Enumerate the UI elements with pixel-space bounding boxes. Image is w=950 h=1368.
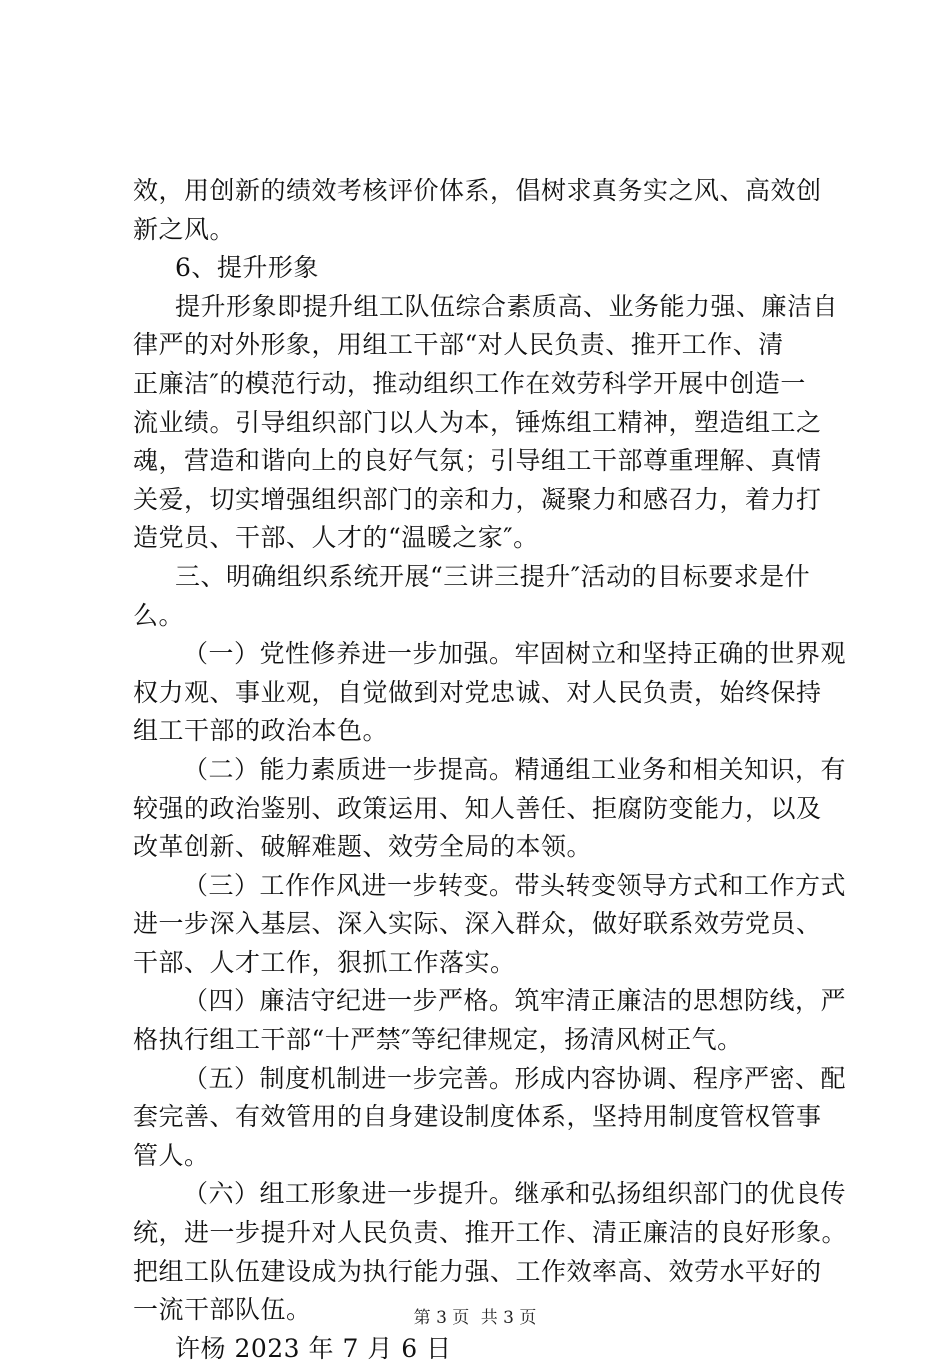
text-line: （一）党性修养进一步加强。牢固树立和坚持正确的世界观 (183, 639, 847, 669)
text-line: 权力观、事业观，自觉做到对党忠诚、对人民负责，始终保持 (133, 677, 822, 707)
text-line: 较强的政治鉴别、政策运用、知人善任、拒腐防变能力，以及 (133, 793, 822, 823)
signature-date: 许杨 2023 年 7 月 6 日 (175, 1333, 452, 1363)
text-line: 组工干部的政治本色。 (133, 716, 389, 746)
text-line: （六）组工形象进一步提升。继承和弘扬组织部门的优良传 (183, 1179, 847, 1209)
text-line: 关爱，切实增强组织部门的亲和力，凝聚力和感召力，着力打 (133, 484, 822, 514)
text-line: 干部、人才工作，狠抓工作落实。 (133, 947, 516, 977)
text-line: 把组工队伍建设成为执行能力强、工作效率高、效劳水平好的 (133, 1256, 822, 1286)
text-line: 统，进一步提升对人民负责、推开工作、清正廉洁的良好形象。 (133, 1218, 848, 1248)
text-line: 套完善、有效管用的自身建设制度体系，坚持用制度管权管事 (133, 1102, 822, 1132)
text-line: （二）能力素质进一步提高。精通组工业务和相关知识，有 (183, 754, 847, 784)
section-heading: 6、提升形象 (175, 253, 319, 283)
text-line: （五）制度机制进一步完善。形成内容协调、程序严密、配 (183, 1063, 847, 1093)
text-line: （四）廉洁守纪进一步严格。筑牢清正廉洁的思想防线，严 (183, 986, 847, 1016)
text-line: （三）工作作风进一步转变。带头转变领导方式和工作方式 (183, 870, 847, 900)
text-line: 正廉洁″的模范行动，推动组织工作在效劳科学开展中创造一 (133, 368, 806, 398)
page-total: 共 3 页 (480, 1308, 537, 1328)
document-body (133, 172, 848, 1368)
text-line: 造党员、干部、人才的“温暖之家″。 (133, 523, 539, 553)
text-line: 一流干部队伍。 (133, 1295, 312, 1325)
page-footer (0, 1303, 950, 1328)
text-line: 改革创新、破解难题、效劳全局的本领。 (133, 832, 593, 862)
text-line: 进一步深入基层、深入实际、深入群众，做好联系效劳党员、 (133, 909, 822, 939)
page-number: 第 3 页 (413, 1308, 470, 1328)
text-line: 魂，营造和谐向上的良好气氛；引导组工干部尊重理解、真情 (133, 446, 822, 476)
text-line: 新之风。 (133, 214, 236, 244)
text-line: 格执行组工干部“十严禁″等纪律规定，扬清风树正气。 (133, 1025, 743, 1055)
text-line: 效，用创新的绩效考核评价体系，倡树求真务实之风、高效创 (133, 176, 822, 205)
text-line: 律严的对外形象，用组工干部“对人民负责、推开工作、清 (133, 330, 784, 360)
text-line: 么。 (133, 600, 185, 630)
text-line: 提升形象即提升组工队伍综合素质高、业务能力强、廉洁自 (175, 291, 839, 321)
section-heading: 三、明确组织系统开展“三讲三提升″活动的目标要求是什 (175, 561, 811, 591)
text-line: 管人。 (133, 1140, 210, 1170)
text-line: 流业绩。引导组织部门以人为本，锤炼组工精神，塑造组工之 (133, 407, 822, 437)
